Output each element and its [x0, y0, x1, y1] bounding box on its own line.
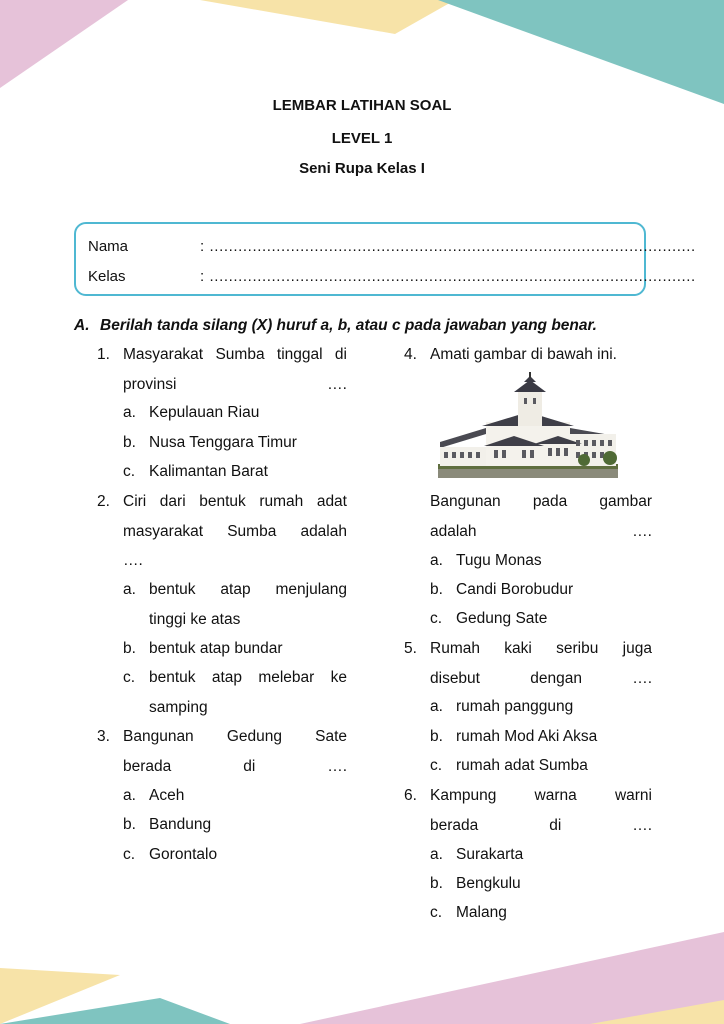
- question-text: Rumah kaki seribu juga disebut dengan ….: [430, 640, 652, 687]
- question-number: 6.: [404, 787, 417, 804]
- class-field[interactable]: : ......................................................................................................: [200, 268, 696, 285]
- name-row: [88, 238, 696, 255]
- question-text: Bangunan pada gambar adalah ….: [430, 493, 652, 540]
- subject-title: Seni Rupa Kelas I: [299, 160, 425, 177]
- question-number: 5.: [404, 640, 417, 657]
- top-right-teal-shape: [438, 0, 724, 104]
- question-number: 1.: [97, 346, 110, 363]
- instruction-text: Berilah tanda silang (X) huruf a, b, atau c pada jawaban yang benar.: [100, 317, 597, 334]
- section-letter: A.: [74, 317, 90, 334]
- section-instruction: [74, 317, 597, 335]
- question-number: 2.: [97, 493, 110, 510]
- question-number: 3.: [97, 728, 110, 745]
- question-number: 4.: [404, 346, 417, 363]
- identity-box: [74, 222, 696, 296]
- gedung-sate-image: [438, 372, 618, 478]
- question-text: Masyarakat Sumba tinggal di provinsi ….: [123, 346, 347, 393]
- class-label: Kelas: [88, 268, 126, 285]
- page-title: LEMBAR LATIHAN SOAL: [272, 97, 452, 114]
- level-title: LEVEL 1: [331, 130, 393, 147]
- name-field[interactable]: : ......................................................................................................: [200, 238, 696, 255]
- bottom-pink-shape: [300, 932, 724, 1024]
- top-left-pink-shape: [0, 0, 128, 88]
- name-label: Nama: [88, 238, 129, 255]
- question-intro: Amati gambar di bawah ini.: [430, 346, 617, 363]
- top-yellow-shape: [200, 0, 455, 34]
- question-text: Bangunan Gedung Sate berada di ….: [123, 728, 347, 775]
- question-text: Ciri dari bentuk rumah adat masyarakat Sumba adalah ….: [123, 493, 347, 569]
- class-row: [88, 268, 696, 285]
- question-text: Kampung warna warni berada di ….: [430, 787, 652, 834]
